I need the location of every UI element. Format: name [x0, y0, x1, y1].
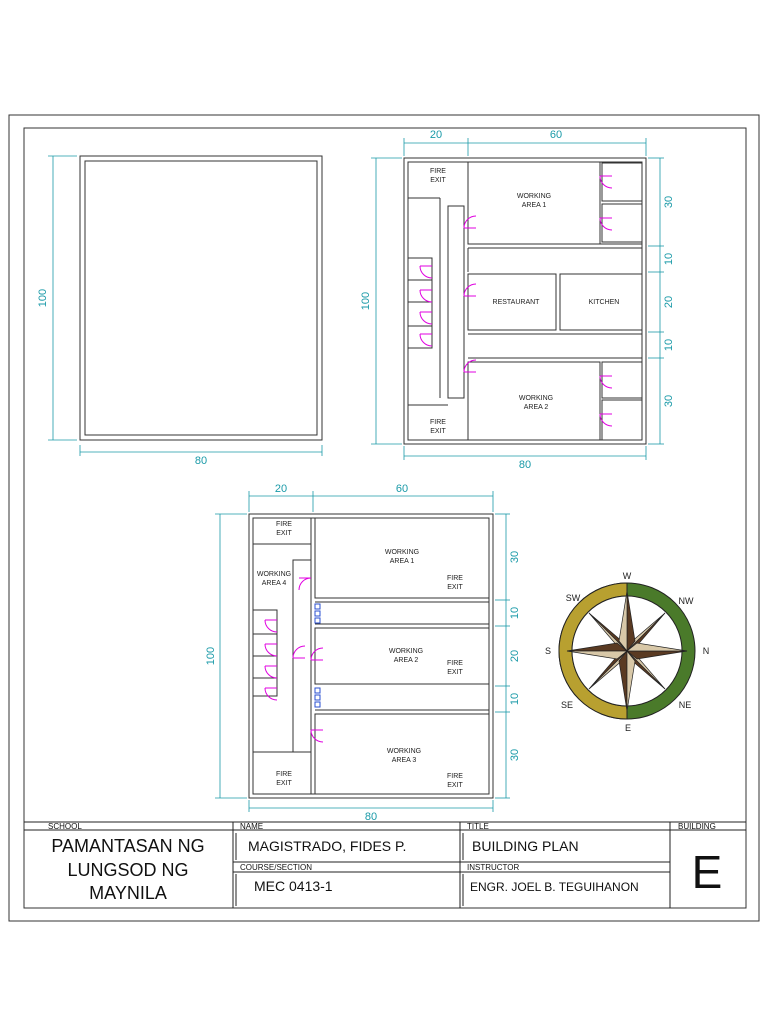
school-line-1: PAMANTASAN NG: [51, 836, 205, 856]
plan-c-fire-exit-wa1-2: EXIT: [447, 584, 463, 591]
compass-label-se: SE: [560, 700, 574, 710]
compass-label-s: S: [544, 646, 552, 656]
name-label: NAME: [240, 822, 264, 831]
plan-c-working-area-3-line1: WORKING: [386, 748, 422, 755]
school-line-2: LUNGSOD NG: [67, 860, 189, 880]
plan-b-working-area-2-line2: AREA 2: [523, 404, 549, 411]
compass-rose-icon: [559, 583, 695, 719]
instructor-value: ENGR. JOEL B. TEGUIHANON: [470, 880, 639, 894]
title-block: [24, 822, 746, 908]
plan-b-fire-exit-top-2: EXIT: [430, 177, 446, 184]
compass-label-w: W: [622, 571, 632, 581]
plan-b-working-area-1-line1: WORKING: [516, 193, 552, 200]
plan-c-working-area-3-line2: AREA 3: [391, 757, 417, 764]
plan-b-fire-exit-top-1: FIRE: [430, 168, 446, 175]
plan-c-dim-right-5: 30: [509, 748, 521, 762]
compass-label-n: N: [702, 646, 710, 656]
plan-c-fire-exit-wa1-1: FIRE: [447, 575, 463, 582]
plan-c-fire-exit-top-1: FIRE: [276, 521, 292, 528]
plan-c: [205, 483, 521, 823]
plan-c-dim-bottom: 80: [364, 811, 378, 823]
plan-b-dim-right-1: 30: [663, 195, 675, 209]
plan-c-working-area-1-line2: AREA 1: [389, 558, 415, 565]
plan-b-dim-bottom: 80: [518, 459, 532, 471]
plan-c-dim-right-1: 30: [509, 550, 521, 564]
plan-b-dim-top-left: 20: [429, 129, 443, 141]
plan-b-kitchen-label: KITCHEN: [588, 299, 620, 306]
plan-c-fire-exit-wa3-1: FIRE: [447, 773, 463, 780]
plan-b-dim-right-2: 10: [663, 252, 675, 266]
plan-b: [360, 129, 675, 471]
plan-a-outer-wall: [80, 156, 322, 440]
title-label: TITLE: [467, 822, 489, 831]
plan-c-working-area-2-line1: WORKING: [388, 648, 424, 655]
building-value: E: [691, 846, 723, 898]
course-label: COURSE/SECTION: [240, 863, 313, 872]
plan-a: [37, 156, 322, 467]
plan-b-working-area-1-line2: AREA 1: [521, 202, 547, 209]
plan-b-fire-exit-bottom-1: FIRE: [430, 419, 446, 426]
plan-b-working-area-2-line1: WORKING: [518, 395, 554, 402]
plan-b-fire-exit-bottom-2: EXIT: [430, 428, 446, 435]
school-label: SCHOOL: [48, 822, 82, 831]
plan-b-restaurant-label: RESTAURANT: [492, 299, 540, 306]
title-value: BUILDING PLAN: [472, 838, 579, 854]
course-value: MEC 0413-1: [254, 878, 333, 894]
building-label: BUILDING: [678, 822, 716, 831]
plan-c-dim-right-3: 20: [509, 649, 521, 663]
plan-b-dim-left: 100: [360, 291, 372, 311]
plan-c-working-area-2-line2: AREA 2: [393, 657, 419, 664]
compass-label-sw: SW: [565, 593, 581, 603]
plan-b-dim-right-5: 30: [663, 394, 675, 408]
plan-c-fire-exit-top-2: EXIT: [276, 530, 292, 537]
plan-a-inner-wall: [85, 161, 317, 435]
instructor-label: INSTRUCTOR: [467, 863, 520, 872]
plan-c-fire-exit-wa3-2: EXIT: [447, 782, 463, 789]
plan-c-fire-exit-bottom-1: FIRE: [276, 771, 292, 778]
plan-c-working-area-4-line2: AREA 4: [261, 580, 287, 587]
plan-c-dim-left: 100: [205, 646, 217, 666]
compass-label-e: E: [624, 723, 632, 733]
plan-a-dim-height: 100: [37, 288, 49, 308]
plan-c-fire-exit-wa2-2: EXIT: [447, 669, 463, 676]
plan-c-dim-right-2: 10: [509, 606, 521, 620]
compass-label-nw: NW: [678, 596, 694, 606]
plan-c-fire-exit-bottom-2: EXIT: [276, 780, 292, 787]
plan-b-dim-right-3: 20: [663, 295, 675, 309]
plan-c-dim-right-4: 10: [509, 692, 521, 706]
plan-b-dim-right-4: 10: [663, 338, 675, 352]
compass-label-ne: NE: [678, 700, 692, 710]
plan-c-working-area-1-line1: WORKING: [384, 549, 420, 556]
plan-b-dim-top-right: 60: [549, 129, 563, 141]
name-value: MAGISTRADO, FIDES P.: [248, 838, 407, 854]
plan-c-fire-exit-wa2-1: FIRE: [447, 660, 463, 667]
school-line-3: MAYNILA: [89, 883, 167, 903]
plan-c-inner-wall: [253, 518, 489, 794]
plan-a-dim-width: 80: [194, 455, 208, 467]
plan-c-working-area-4-line1: WORKING: [256, 571, 292, 578]
plan-c-outer-wall: [249, 514, 493, 798]
plan-c-working-area-2-room: [315, 628, 489, 684]
plan-c-dim-top-right: 60: [395, 483, 409, 495]
plan-c-dim-top-left: 20: [274, 483, 288, 495]
